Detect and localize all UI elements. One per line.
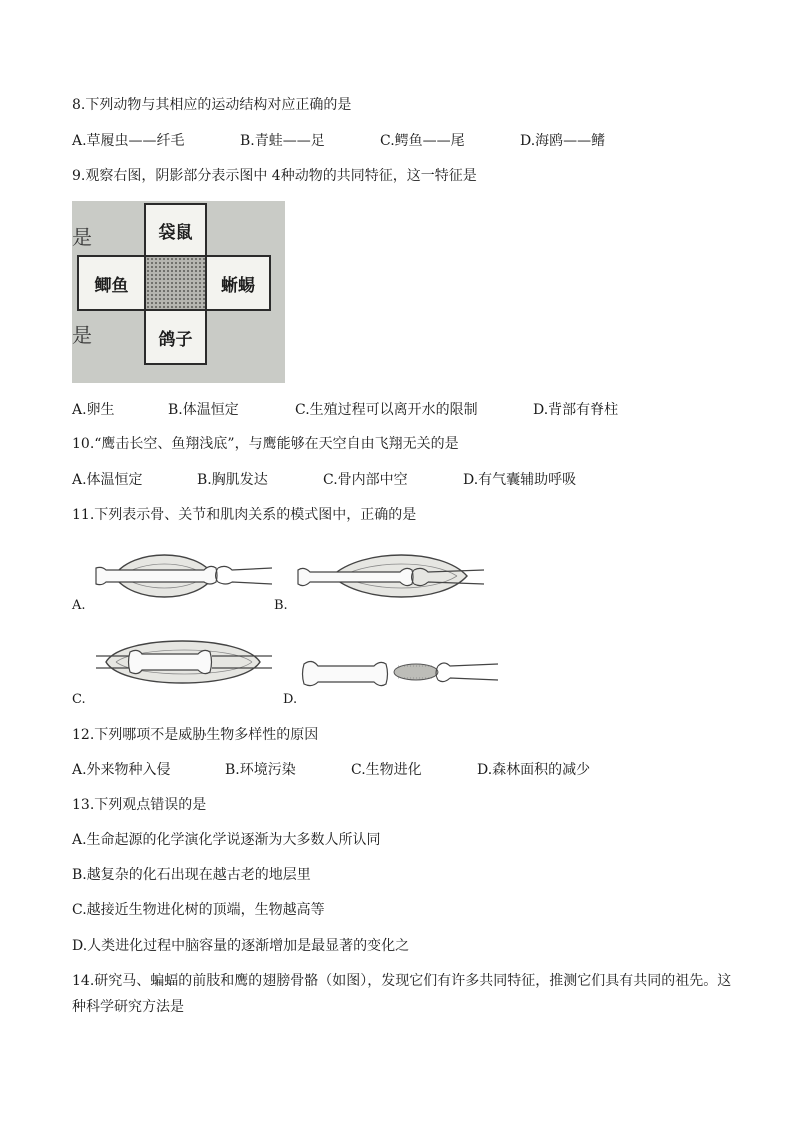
q11-stem: 11.下列表示骨、关节和肌肉关系的模式图中，正确的是 xyxy=(72,507,417,523)
q11-label-d: D. xyxy=(283,692,298,707)
q12-option-d: D.森林面积的减少 xyxy=(477,762,591,778)
q8-option-d: D.海鸥——鳍 xyxy=(520,133,606,149)
q11-label-c: C. xyxy=(72,692,86,707)
q11-figure-b xyxy=(292,546,492,610)
q12-option-a: A.外来物种入侵 xyxy=(72,762,171,778)
q8-option-b: B.青蛙——足 xyxy=(240,133,325,149)
q12-stem: 12.下列哪项不是威胁生物多样性的原因 xyxy=(72,727,319,743)
q10-option-d: D.有气囊辅助呼吸 xyxy=(463,472,577,488)
q11-figure-c xyxy=(92,632,277,712)
q13-stem: 13.下列观点错误的是 xyxy=(72,797,207,813)
q9-stem: 9.观察右图，阴影部分表示图中 4种动物的共同特征，这一特征是 xyxy=(72,168,477,184)
q14-stem: 14.研究马、蝙蝠的前肢和鹰的翅膀骨骼（如图），发现它们有许多共同特征，推测它们具有共同的祖先。这种科学研究方法是 xyxy=(72,973,732,1015)
q10-option-c: C.骨内部中空 xyxy=(323,472,408,488)
q8-option-c: C.鳄鱼——尾 xyxy=(380,133,465,149)
cell-lizard: 蜥蜴 xyxy=(205,255,271,311)
q13-option-d: D.人类进化过程中脑容量的逐渐增加是最显著的变化之 xyxy=(72,938,410,954)
cell-pigeon: 鸽子 xyxy=(144,309,207,365)
q8-option-a: A.草履虫——纤毛 xyxy=(72,133,185,149)
q12-option-c: C.生物进化 xyxy=(351,762,422,778)
q11-figure-d xyxy=(298,650,503,700)
q13-option-c: C.越接近生物进化树的顶端，生物越高等 xyxy=(72,902,325,918)
q11-figure-a xyxy=(92,546,277,610)
ghost-char-bottom: 是 xyxy=(72,323,92,347)
q13-option-a: A.生命起源的化学演化学说逐渐为大多数人所认同 xyxy=(72,832,381,848)
ghost-char-top: 是 xyxy=(72,225,92,249)
q8-stem: 8.下列动物与其相应的运动结构对应正确的是 xyxy=(72,97,352,113)
q9-option-d: D.背部有脊柱 xyxy=(533,402,619,418)
q11-label-a: A. xyxy=(72,598,86,613)
q9-option-a: A.卵生 xyxy=(72,402,115,418)
q9-animal-cross-figure xyxy=(72,201,285,383)
q9-option-c: C.生殖过程可以离开水的限制 xyxy=(295,402,478,418)
q10-option-a: A.体温恒定 xyxy=(72,472,143,488)
q13-option-b: B.越复杂的化石出现在越古老的地层里 xyxy=(72,867,311,883)
q10-option-b: B.胸肌发达 xyxy=(197,472,268,488)
q12-option-b: B.环境污染 xyxy=(225,762,296,778)
q9-option-b: B.体温恒定 xyxy=(168,402,239,418)
cell-kangaroo: 袋鼠 xyxy=(144,203,207,257)
shaded-common-feature xyxy=(144,255,207,311)
q10-stem: 10.“鹰击长空、鱼翔浅底”，与鹰能够在天空自由飞翔无关的是 xyxy=(72,436,459,452)
cell-crucian-carp: 鲫鱼 xyxy=(77,255,146,311)
q11-label-b: B. xyxy=(274,598,288,613)
